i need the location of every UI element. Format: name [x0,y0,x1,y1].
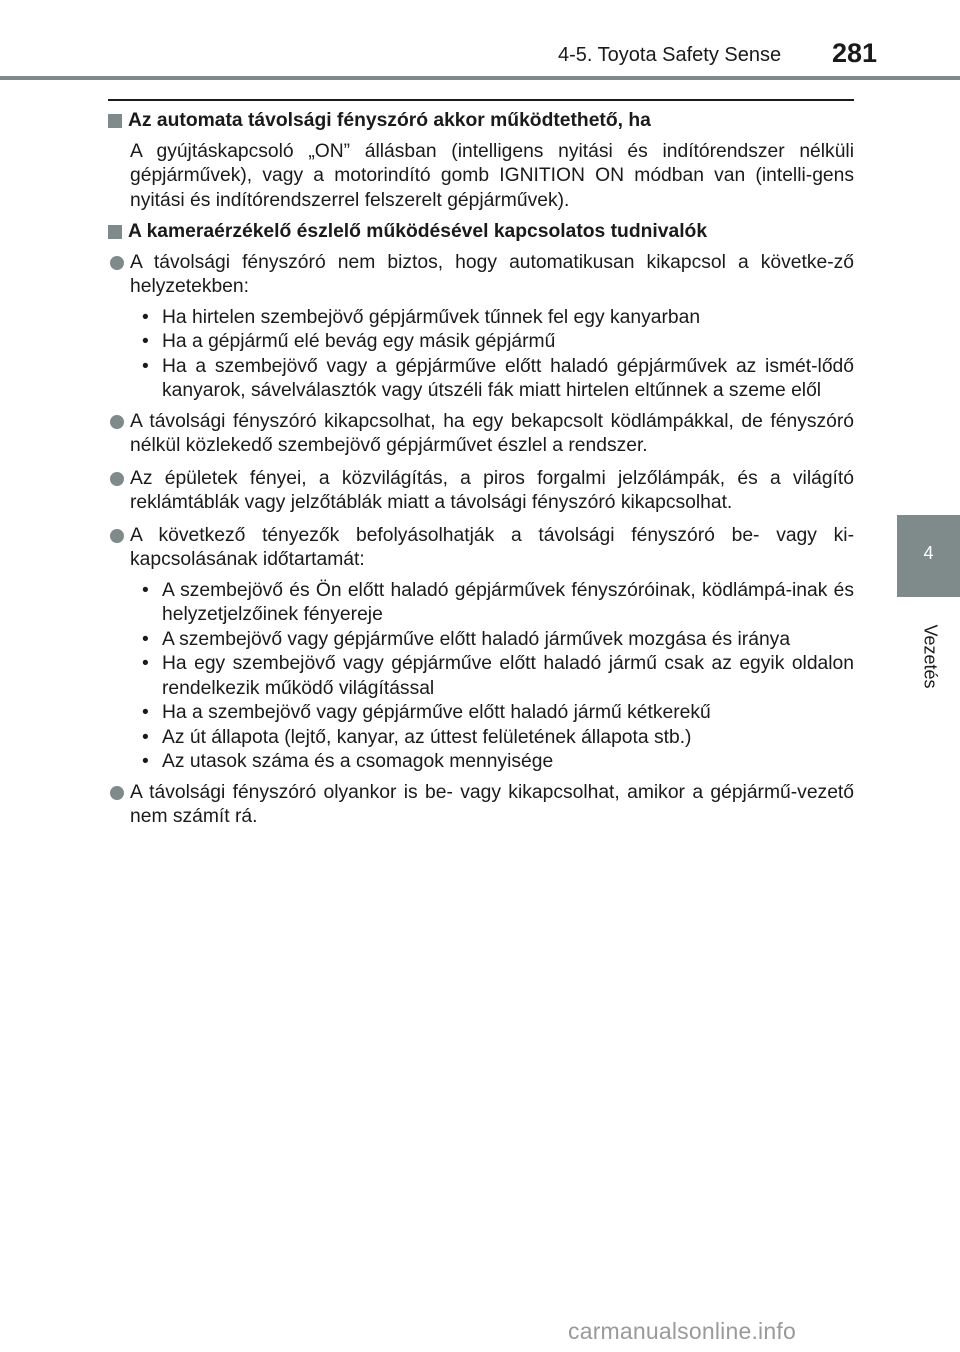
page-content [108,109,854,838]
circle-bullet-icon [110,415,124,429]
sub-bullet-list [142,579,854,775]
header-section-title: 4-5. Toyota Safety Sense [558,44,782,66]
section-heading [108,109,854,134]
chapter-number: 4 [923,543,934,563]
page-header [0,0,960,78]
page-number: 281 [832,38,878,68]
header-rule [0,76,960,80]
list-item [108,251,854,300]
list-item-text: A távolsági fényszóró kikapcsolhat, ha egy bekapcsolt ködlámpákkal, de fényszóró nélkül közlekedő szembejövő gépjárművet észlel a rendszer. [130,410,854,456]
circle-bullet-icon [110,472,124,486]
circle-bullet-icon [110,786,124,800]
watermark-link[interactable]: carmanualsonline.info [568,1318,796,1344]
list-item-text: A távolsági fényszóró nem biztos, hogy automatikusan kikapcsol a követke-ző helyzetekben: [130,251,854,297]
list-item [108,467,854,516]
section-heading-text: Az automata távolsági fényszóró akkor működtethető, ha [128,110,651,131]
sub-bullet: • Ha egy szembejövő vagy gépjárműve előtt haladó jármű csak az egyik oldalon rendelkezik működő világítással [142,652,854,701]
list-item-text: A távolsági fényszóró olyankor is be- vagy kikapcsolhat, amikor a gépjármű-vezető nem számít rá. [130,781,854,827]
section-paragraph: A gyújtáskapcsoló „ON” állásban (intelligens nyitási és indítórendszer nélküli gépjárművek), vagy a motorindító gomb IGNITION ON módban van (intelli-gens nyitási és indítórendszerrel felszerelt gépjárművek). [130,140,854,211]
sub-bullet: • Ha a gépjármű elé bevág egy másik gépjármű [142,330,854,355]
sub-bullet: • Ha a szembejövő vagy gépjárműve előtt haladó jármű kétkerekű [142,701,854,726]
square-marker-icon [108,225,122,239]
sub-bullet: • A szembejövő vagy gépjárműve előtt haladó járművek mozgása és iránya [142,628,854,653]
list-item [108,410,854,459]
sub-bullet: • Az utasok száma és a csomagok mennyisége [142,750,854,775]
chapter-label-box [912,610,942,700]
section-heading-text: A kameraérzékelő észlelő működésével kapcsolatos tudnivalók [128,221,708,242]
section-heading [108,220,854,245]
list-item [108,781,854,830]
square-marker-icon [108,114,122,128]
content-top-rule [108,99,854,101]
list-item-text: Az épületek fényei, a közvilágítás, a piros forgalmi jelzőlámpák, és a világító reklámtáblák vagy jelzőtáblák miatt a távolsági fényszóró kikapcsolhat. [130,467,854,513]
sub-bullet: • Ha hirtelen szembejövő gépjárművek tűnnek fel egy kanyarban [142,306,854,331]
list-item [108,524,854,573]
chapter-label: Vezetés [920,624,941,689]
list-item-text: A következő tényezők befolyásolhatják a távolsági fényszóró be- vagy ki-kapcsolásának időtartamát: [130,524,854,570]
sub-bullet-list [142,306,854,404]
sub-bullet: • Az út állapota (lejtő, kanyar, az úttest felületének állapota stb.) [142,726,854,751]
chapter-tab [897,515,960,597]
sub-bullet: • A szembejövő és Ön előtt haladó gépjárművek fényszóróinak, ködlámpá-inak és helyzetjelzőinek fényereje [142,579,854,628]
circle-bullet-icon [110,256,124,270]
sub-bullet: • Ha a szembejövő vagy a gépjárműve előtt haladó gépjárművek az ismét-lődő kanyarok, sávelválasztók vagy útszéli fák miatt hirtelen eltűnnek a szeme elől [142,355,854,404]
circle-bullet-icon [110,529,124,543]
